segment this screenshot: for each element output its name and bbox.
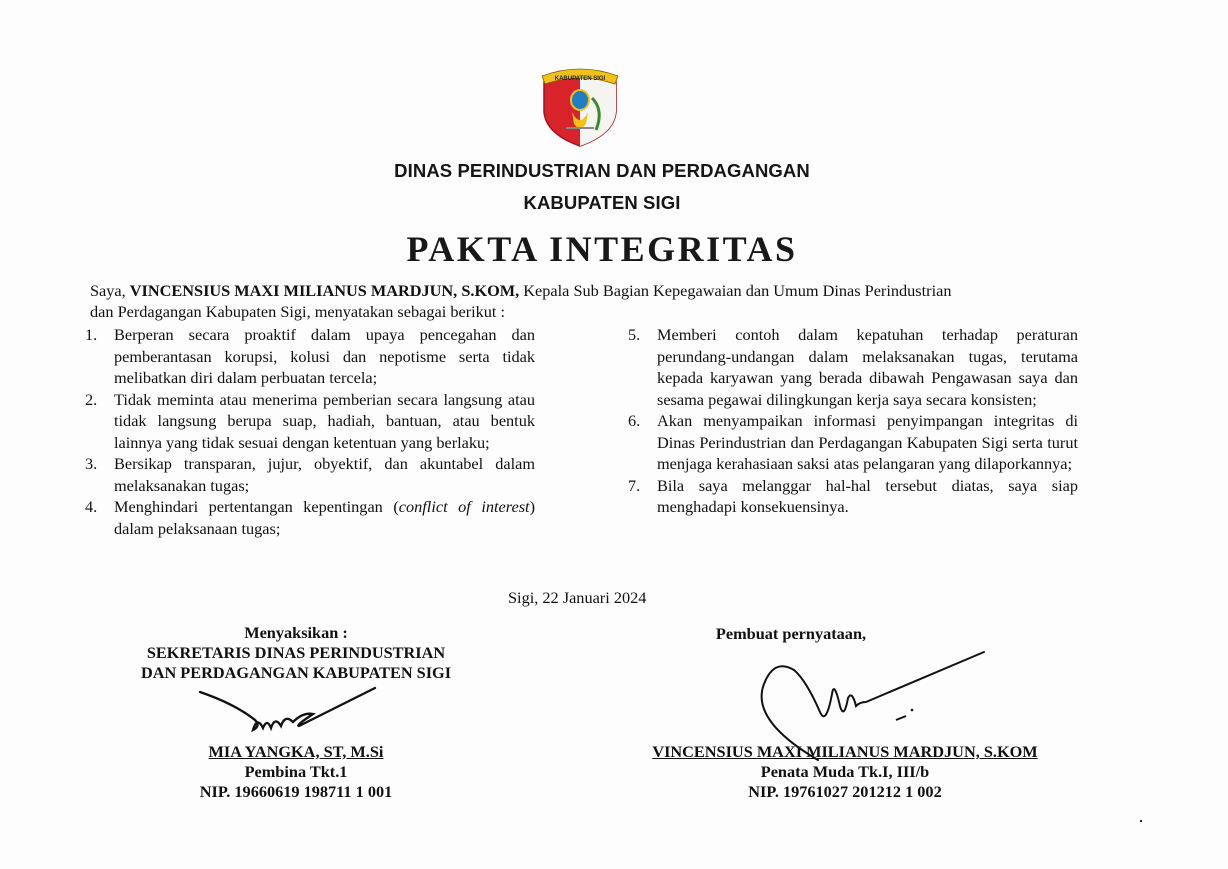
- document-title: PAKTA INTEGRITAS: [406, 229, 798, 269]
- item-text: Bersikap transparan, jujur, obyektif, dan akuntabel dalam melaksanakan tugas;: [114, 454, 535, 495]
- maker-nip: NIP. 19761027 201212 1 002: [748, 782, 942, 801]
- witness-label: Menyaksikan :: [244, 623, 348, 642]
- item-text: Akan menyampaikan informasi penyimpangan integritas di Dinas Perindustrian dan Perdagangan Kabupaten Sigi serta turut menjaga kerahasiaan saksi atas pelangaran yang dilaporkannya;: [657, 411, 1078, 473]
- item-number: 3.: [85, 454, 98, 473]
- witness-block: [96, 623, 496, 683]
- item-text: Memberi contoh dalam kepatuhan terhadap peraturan perundang-undangan dalam melaksanakan tugas, terutama kepada karyawan yang berada dibawah Pengawasan saya dan sesama pegawai dilingkungan kerja saya secara konsisten;: [657, 325, 1078, 409]
- witness-nip: NIP. 19660619 198711 1 001: [199, 782, 393, 801]
- witness-rank: Pembina Tkt.1: [244, 762, 348, 781]
- list-item: [628, 410, 1078, 475]
- item-number: 7.: [628, 475, 641, 495]
- kabupaten-sigi-emblem-icon: [538, 62, 622, 148]
- maker-block: [656, 624, 926, 644]
- witness-signatory: [130, 742, 462, 802]
- list-item: [85, 453, 535, 496]
- item-number: 2.: [85, 389, 98, 409]
- item-text: Berperan secara proaktif dalam upaya pencegahan dan pemberantasan korupsi, kolusi dan nepotisme serta tidak melibatkan diri dalam perbuatan tercela;: [114, 325, 535, 387]
- list-item: [85, 496, 535, 539]
- list-item: [85, 389, 535, 454]
- maker-label: Pembuat pernyataan,: [715, 624, 867, 643]
- declarant-position: Kepala Sub Bagian Kepegawaian dan Umum Dinas Perindustrian: [519, 281, 952, 300]
- scan-speck: [1140, 820, 1142, 822]
- intro-line-2: dan Perdagangan Kabupaten Sigi, menyatakan sebagai berikut :: [90, 302, 506, 321]
- witness-name: MIA YANGKA, ST, M.Si: [208, 742, 384, 761]
- declarant-name: VINCENSIUS MAXI MILIANUS MARDJUN, S.KOM,: [129, 281, 520, 300]
- item-text: Tidak meminta atau menerima pemberian secara langsung atau tidak langsung berupa suap, hadiah, bantuan, atau bentuk lainnya yang tidak sesuai dengan ketentuan yang berlaku;: [114, 389, 535, 452]
- witness-position-line-1: SEKRETARIS DINAS PERINDUSTRIAN: [146, 643, 446, 662]
- agency-name: DINAS PERINDUSTRIAN DAN PERDAGANGAN: [394, 160, 810, 181]
- place-date: Sigi, 22 Januari 2024: [508, 588, 647, 607]
- item-number: 4.: [85, 497, 98, 516]
- item-text: Bila saya melanggar hal-hal tersebut diatas, saya siap menghadapi konsekuensinya.: [657, 475, 1078, 516]
- item-text-italic: conflict of interest: [398, 497, 530, 516]
- list-item: [85, 324, 535, 389]
- regency-name: KABUPATEN SIGI: [523, 192, 681, 213]
- item-number: 6.: [628, 411, 641, 430]
- maker-rank: Penata Muda Tk.I, III/b: [760, 762, 930, 781]
- witness-signature-icon: [195, 686, 395, 746]
- maker-name: VINCENSIUS MAXI MILIANUS MARDJUN, S.KOM: [652, 742, 1038, 761]
- intro-line-1: [90, 280, 951, 302]
- witness-position-line-2: DAN PERDAGANGAN KABUPATEN SIGI: [140, 663, 452, 682]
- item-number: 5.: [628, 325, 641, 344]
- commitment-list-right: [628, 324, 1078, 518]
- maker-signatory: [610, 742, 1080, 802]
- item-text: [114, 496, 535, 539]
- commitment-list-left: [85, 324, 535, 539]
- list-item: [628, 324, 1078, 410]
- item-text-part: Menghindari pertentangan kepentingan (: [114, 497, 399, 516]
- emblem-banner-text: KABUPATEN SIGI: [554, 76, 606, 82]
- intro-prefix: Saya,: [90, 281, 130, 300]
- item-number: 1.: [85, 325, 98, 344]
- item-text-part: ) dalam pelaksanaan tugas;: [114, 497, 535, 538]
- list-item: [628, 475, 1078, 518]
